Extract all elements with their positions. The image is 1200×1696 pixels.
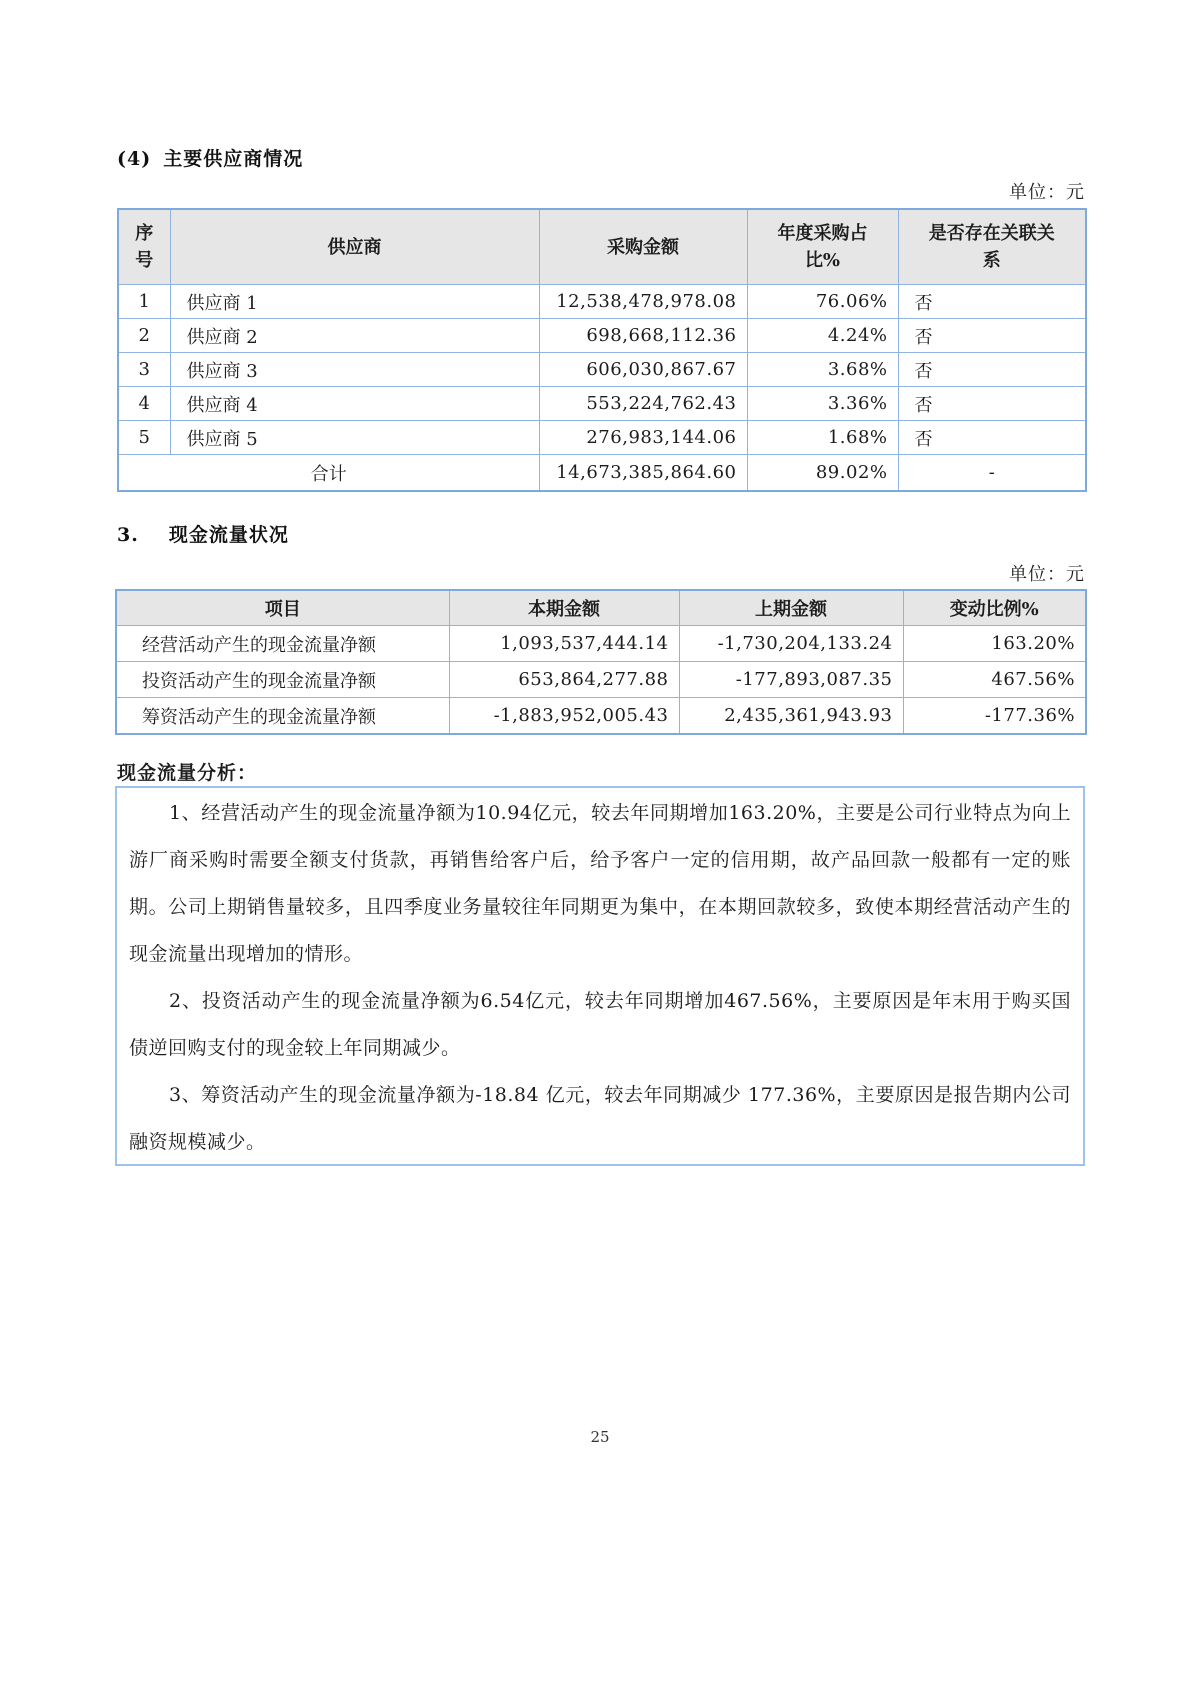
related-flag: 否: [898, 285, 1086, 319]
total-label: 合计: [118, 455, 539, 492]
current-amount: 1,093,537,444.14: [449, 626, 679, 662]
supplier-name: 供应商 2: [170, 319, 539, 353]
analysis-box: [115, 786, 1085, 1166]
supplier-index: 4: [118, 387, 170, 421]
cashflow-row: [116, 698, 1086, 735]
supplier-name: 供应商 3: [170, 353, 539, 387]
annual-pct: 4.24%: [747, 319, 898, 353]
supplier-table-header-row: [118, 209, 1086, 285]
purchase-amount: 276,983,144.06: [539, 421, 747, 455]
suppliers-heading-number: (4): [117, 148, 152, 170]
related-flag: 否: [898, 353, 1086, 387]
col-header-amount: 采购金额: [539, 209, 747, 285]
supplier-name: 供应商 5: [170, 421, 539, 455]
cashflow-item: 投资活动产生的现金流量净额: [116, 662, 449, 698]
previous-amount: 2,435,361,943.93: [679, 698, 903, 735]
col-header-index: 序号: [118, 209, 170, 285]
supplier-row: [118, 387, 1086, 421]
annual-pct: 76.06%: [747, 285, 898, 319]
col-header-related: 是否存在关联关系: [898, 209, 1086, 285]
change-pct: -177.36%: [903, 698, 1086, 735]
unit-label-suppliers: 单位：元: [1009, 182, 1085, 203]
supplier-row: [118, 353, 1086, 387]
related-flag: 否: [898, 387, 1086, 421]
analysis-paragraph-financing: 3、筹资活动产生的现金流量净额为-18.84 亿元，较去年同期减少 177.36%，主要原因是报告期内公司融资规模减少。: [129, 1084, 1071, 1153]
annual-pct: 1.68%: [747, 421, 898, 455]
analysis-heading: 现金流量分析：: [117, 762, 258, 784]
purchase-amount: 12,538,478,978.08: [539, 285, 747, 319]
supplier-total-row: [118, 455, 1086, 492]
total-amount: 14,673,385,864.60: [539, 455, 747, 492]
supplier-row: [118, 319, 1086, 353]
related-flag: 否: [898, 319, 1086, 353]
suppliers-heading-title: 主要供应商情况: [163, 148, 304, 170]
unit-label-cashflow: 单位：元: [1009, 564, 1085, 585]
cashflow-row: [116, 662, 1086, 698]
annual-pct: 3.68%: [747, 353, 898, 387]
annual-pct: 3.36%: [747, 387, 898, 421]
cashflow-row: [116, 626, 1086, 662]
cashflow-heading-title: 现金流量状况: [168, 524, 289, 546]
purchase-amount: 606,030,867.67: [539, 353, 747, 387]
cashflow-heading-number: 3.: [117, 524, 139, 546]
supplier-index: 5: [118, 421, 170, 455]
col-header-current: 本期金额: [449, 590, 679, 626]
supplier-row: [118, 421, 1086, 455]
supplier-row: [118, 285, 1086, 319]
col-header-previous: 上期金额: [679, 590, 903, 626]
analysis-paragraph-operating: 1、经营活动产生的现金流量净额为10.94亿元，较去年同期增加163.20%，主要是公司行业特点为向上游厂商采购时需要全额支付货款，再销售给客户后，给予客户一定的信用期，故产品回款一般都有一定的账期。公司上期销售量较多，且四季度业务量较往年同期更为集中，在本期回款较多，致使本期经营活动产生的现金流量出现增加的情形。: [129, 802, 1071, 965]
total-pct: 89.02%: [747, 455, 898, 492]
cashflow-table-header-row: [116, 590, 1086, 626]
cashflow-table: [115, 589, 1087, 735]
supplier-index: 3: [118, 353, 170, 387]
previous-amount: -177,893,087.35: [679, 662, 903, 698]
suppliers-section-heading: [117, 144, 303, 171]
cashflow-item: 经营活动产生的现金流量净额: [116, 626, 449, 662]
supplier-index: 1: [118, 285, 170, 319]
supplier-name: 供应商 1: [170, 285, 539, 319]
supplier-name: 供应商 4: [170, 387, 539, 421]
col-header-item: 项目: [116, 590, 449, 626]
current-amount: 653,864,277.88: [449, 662, 679, 698]
cashflow-section-heading: [117, 520, 289, 547]
total-related: -: [898, 455, 1086, 492]
supplier-table: [117, 208, 1087, 492]
analysis-paragraph-investing: 2、投资活动产生的现金流量净额为6.54亿元，较去年同期增加467.56%，主要原因是年末用于购买国债逆回购支付的现金较上年同期减少。: [129, 990, 1071, 1059]
current-amount: -1,883,952,005.43: [449, 698, 679, 735]
previous-amount: -1,730,204,133.24: [679, 626, 903, 662]
col-header-change: 变动比例%: [903, 590, 1086, 626]
purchase-amount: 698,668,112.36: [539, 319, 747, 353]
page-number: 25: [590, 1428, 610, 1446]
related-flag: 否: [898, 421, 1086, 455]
change-pct: 467.56%: [903, 662, 1086, 698]
change-pct: 163.20%: [903, 626, 1086, 662]
col-header-supplier: 供应商: [170, 209, 539, 285]
cashflow-item: 筹资活动产生的现金流量净额: [116, 698, 449, 735]
supplier-index: 2: [118, 319, 170, 353]
col-header-annual-pct: 年度采购占比%: [747, 209, 898, 285]
purchase-amount: 553,224,762.43: [539, 387, 747, 421]
